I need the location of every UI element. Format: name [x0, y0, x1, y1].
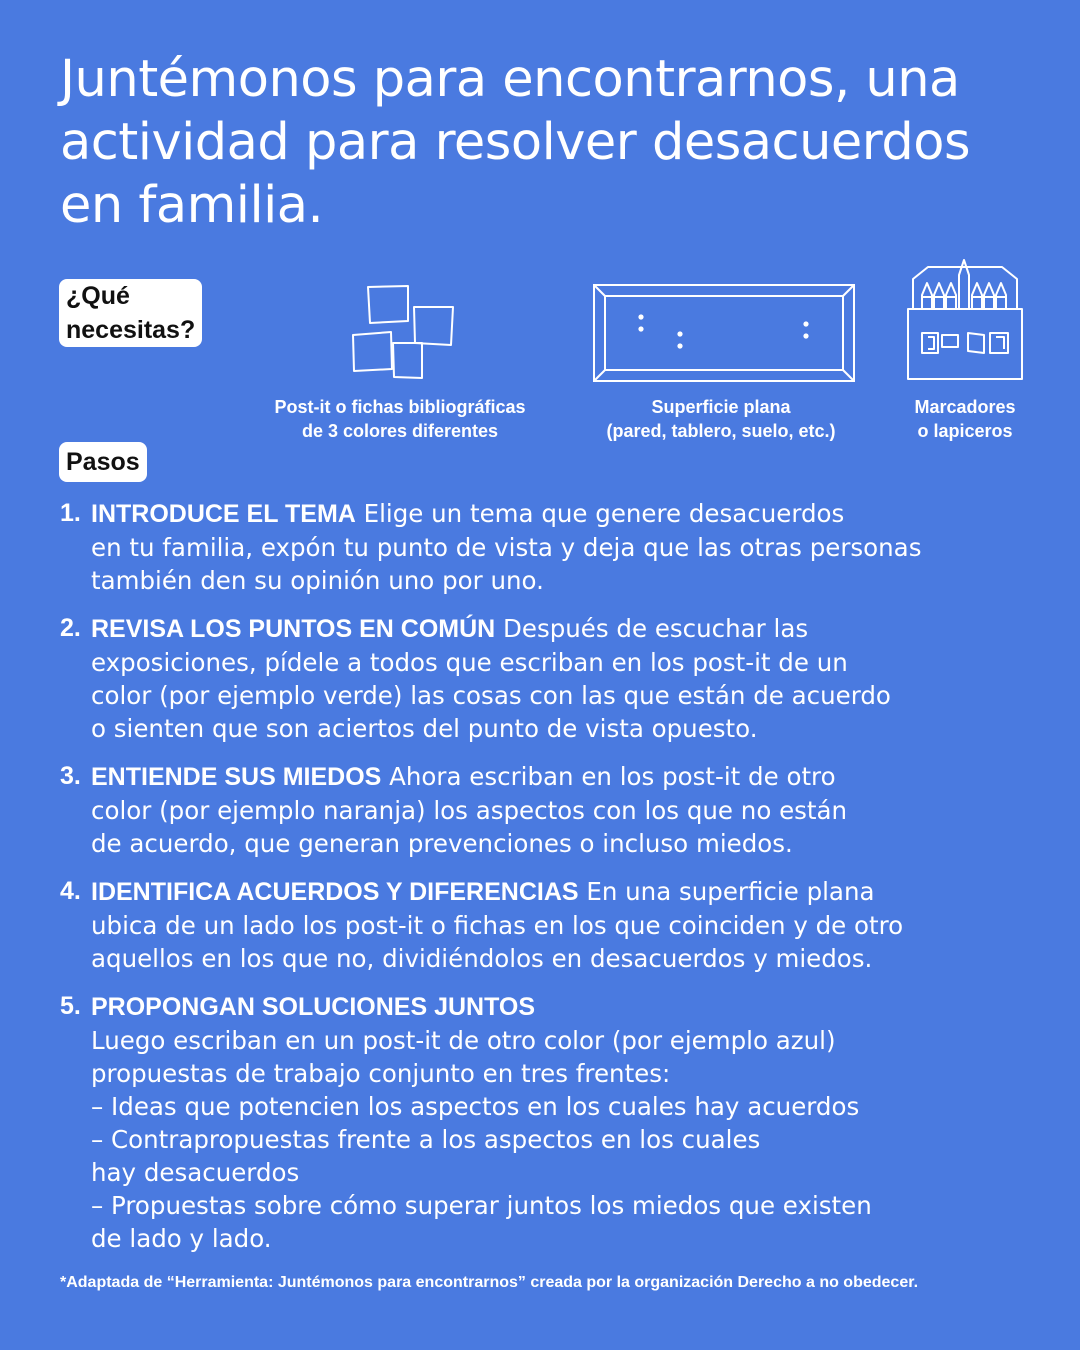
- step-line: de acuerdo, que generan prevenciones o incluso miedos.: [91, 829, 793, 858]
- step-text: En una superficie plana: [586, 877, 875, 906]
- step-heading: IDENTIFICA ACUERDOS Y DIFERENCIAS: [91, 878, 579, 906]
- step-line: color (por ejemplo naranja) los aspectos con los que no están: [91, 796, 848, 825]
- step-heading: ENTIENDE SUS MIEDOS: [91, 763, 382, 791]
- step-text: Después de escuchar las: [503, 614, 809, 643]
- step-number: 2.: [60, 614, 81, 642]
- markers-box-icon: [906, 257, 1024, 381]
- page-title: Juntémonos para encontrarnos, una actividad para resolver desacuerdos en familia.: [60, 50, 971, 235]
- footnote: *Adaptada de “Herramienta: Juntémonos para encontrarnos” creada por la organización Derecho a no obedecer.: [60, 1274, 919, 1291]
- step-line: – Ideas que potencien los aspectos en los cuales hay acuerdos: [91, 1092, 860, 1121]
- steps-label: Pasos: [59, 442, 147, 482]
- step-first-line: [91, 497, 1020, 531]
- step-line: exposiciones, pídele a todos que escriban en los post-it de un: [91, 648, 848, 677]
- needs-label-line-1: ¿Qué: [66, 282, 130, 310]
- step-item: [60, 990, 1020, 1255]
- need-item-sticky-notes-caption: [240, 395, 560, 443]
- steps-list: [60, 497, 1020, 1270]
- needs-label-line-2: necesitas?: [66, 316, 196, 344]
- caption-line-2: (pared, tablero, suelo, etc.): [606, 421, 836, 441]
- step-line: en tu familia, expón tu punto de vista y deja que las otras personas: [91, 533, 922, 562]
- caption-line-1: Superficie plana: [651, 397, 791, 417]
- step-line: aquellos en los que no, dividiéndolos en desacuerdos y miedos.: [91, 944, 873, 973]
- step-line: también den su opinión uno por uno.: [91, 566, 544, 595]
- step-number: 5.: [60, 992, 81, 1020]
- step-item: [60, 875, 1020, 975]
- step-item: [60, 612, 1020, 745]
- step-heading: REVISA LOS PUNTOS EN COMÚN: [91, 615, 496, 643]
- step-line: de lado y lado.: [91, 1224, 272, 1253]
- step-line: o sienten que son aciertos del punto de vista opuesto.: [91, 714, 758, 743]
- step-number: 4.: [60, 877, 81, 905]
- flat-surface-icon: [593, 284, 855, 382]
- step-line: propuestas de trabajo conjunto en tres frentes:: [91, 1059, 671, 1088]
- step-item: [60, 497, 1020, 597]
- step-line: – Propuestas sobre cómo superar juntos los miedos que existen: [91, 1191, 872, 1220]
- step-line: – Contrapropuestas frente a los aspectos en los cuales: [91, 1125, 761, 1154]
- step-number: 3.: [60, 762, 81, 790]
- step-first-line: [91, 875, 1020, 909]
- step-heading: INTRODUCE EL TEMA: [91, 500, 356, 528]
- step-first-line: [91, 760, 1020, 794]
- step-number: 1.: [60, 499, 81, 527]
- step-item: [60, 760, 1020, 860]
- step-line: ubica de un lado los post-it o fichas en los que coinciden y de otro: [91, 911, 904, 940]
- step-line: Luego escriban en un post-it de otro color (por ejemplo azul): [91, 1026, 836, 1055]
- step-line: color (por ejemplo verde) las cosas con las que están de acuerdo: [91, 681, 891, 710]
- step-text: Elige un tema que genere desacuerdos: [363, 499, 845, 528]
- need-item-markers-caption: [885, 395, 1045, 443]
- caption-line-1: Marcadores: [914, 397, 1016, 417]
- need-item-flat-surface-caption: [580, 395, 862, 443]
- caption-line-2: de 3 colores diferentes: [301, 421, 499, 441]
- caption-line-1: Post-it o fichas bibliográficas: [274, 397, 526, 417]
- step-first-line: [91, 612, 1020, 646]
- step-heading: PROPONGAN SOLUCIONES JUNTOS: [91, 993, 536, 1021]
- step-text: Ahora escriban en los post-it de otro: [389, 762, 836, 791]
- caption-line-2: o lapiceros: [917, 421, 1013, 441]
- needs-label: [59, 279, 202, 347]
- sticky-notes-icon: [348, 283, 458, 383]
- step-first-line: [91, 990, 1020, 1024]
- step-line: hay desacuerdos: [91, 1158, 300, 1187]
